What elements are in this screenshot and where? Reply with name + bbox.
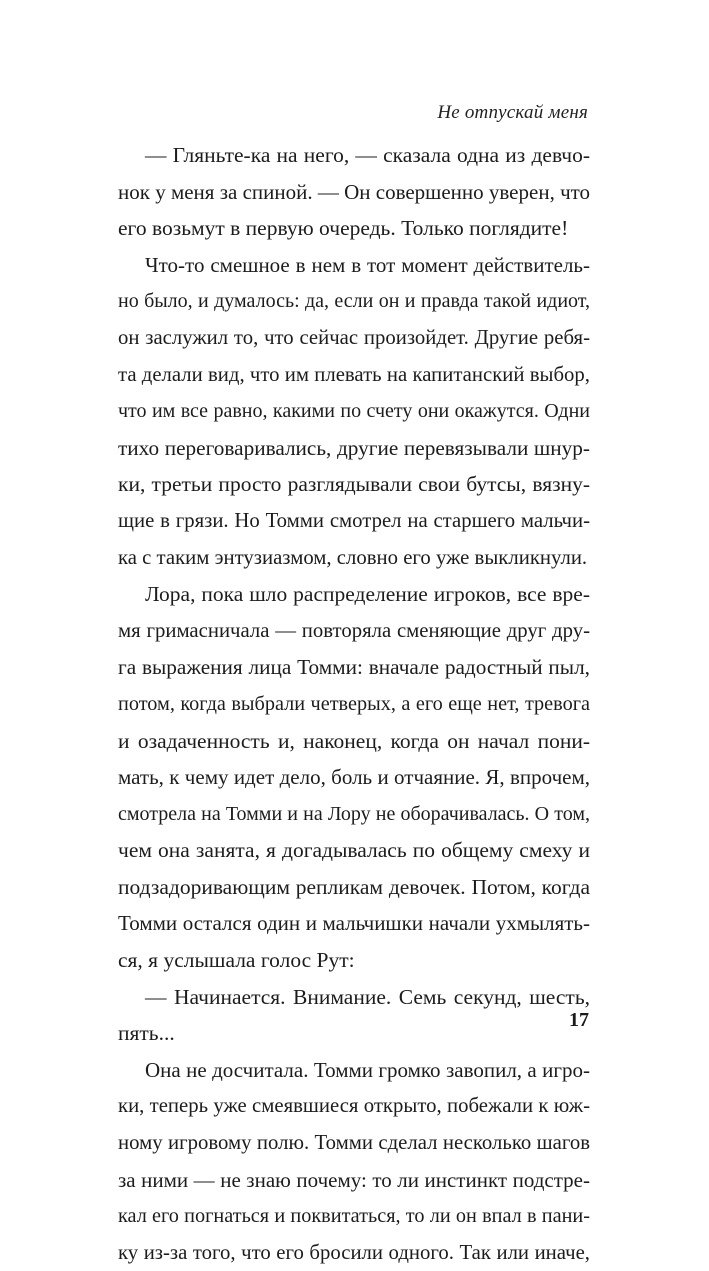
- text-line: — Гляньте-ка на него, — сказала одна из девчо-: [145, 143, 590, 167]
- text-line: Что-то смешное в нем в тот момент действитель-: [145, 252, 590, 277]
- text-line: га выражения лица Томми: вначале радостный пыл,: [118, 655, 590, 680]
- text-line: но было, и думалось: да, если он и правда такой идиот,: [118, 290, 590, 313]
- text-line: та делали вид, что им плевать на капитанский выбор,: [118, 363, 590, 386]
- text-line: подзадоривающим репликам девочек. Потом, когда: [118, 874, 590, 899]
- text-line: Лора, пока шло распределение игроков, все вре-: [145, 582, 590, 607]
- text-line: тихо переговаривались, другие перевязывали шнур-: [118, 435, 590, 460]
- text-line: за ними — не знаю почему: то ли инстинкт подстре-: [118, 1167, 590, 1192]
- text-line: и озадаченность и, наконец, когда он начал пони-: [118, 728, 590, 753]
- text-line: ки, теперь уже смеявшиеся открыто, побежали к юж-: [118, 1095, 590, 1118]
- text-line: ки, третьи просто разглядывали свои бутсы, вязну-: [118, 472, 590, 497]
- text-line: смотрела на Томми и на Лору не оборачивалась. О том,: [118, 802, 590, 825]
- body-text: [118, 137, 590, 1271]
- text-line: ному игровому полю. Томми сделал несколько шагов: [118, 1132, 590, 1155]
- text-line: Томми остался один и мальчишки начали ухмылять-: [118, 911, 590, 936]
- text-line: его возьмут в первую очередь. Только поглядите!: [118, 216, 569, 241]
- text-line: ка с таким энтузиазмом, словно его уже выкликнули.: [118, 546, 588, 569]
- running-head: Не отпускай меня: [437, 102, 588, 123]
- text-line: чем она занята, я догадывалась по общему смеху и: [118, 838, 590, 863]
- text-line: что им все равно, какими по счету они окажутся. Одни: [118, 400, 590, 423]
- text-line: нок у меня за спиной. — Он совершенно уверен, что: [118, 179, 590, 204]
- text-line: пять...: [118, 1021, 175, 1046]
- text-line: Она не досчитала. Томми громко завопил, а игро-: [145, 1057, 590, 1082]
- text-line: кал его погнаться и поквитаться, то ли он впал в пани-: [118, 1205, 590, 1228]
- text-line: ся, я услышала голос Рут:: [118, 948, 355, 973]
- text-line: ку из-за того, что его бросили одного. Так или иначе,: [118, 1241, 590, 1264]
- text-line: — Начинается. Внимание. Семь секунд, шесть,: [145, 984, 590, 1009]
- text-line: он заслужил то, что сейчас произойдет. Другие ребя-: [118, 326, 590, 349]
- text-line: мя гримасничала — повторяла сменяющие друг дру-: [118, 619, 590, 642]
- text-line: щие в грязи. Но Томми смотрел на старшего мальчи-: [118, 509, 590, 532]
- page-number: 17: [569, 1009, 589, 1031]
- text-line: потом, когда выбрали четверых, а его еще нет, тревога: [118, 692, 590, 715]
- text-line: мать, к чему идет дело, боль и отчаяние. Я, впрочем,: [118, 765, 590, 790]
